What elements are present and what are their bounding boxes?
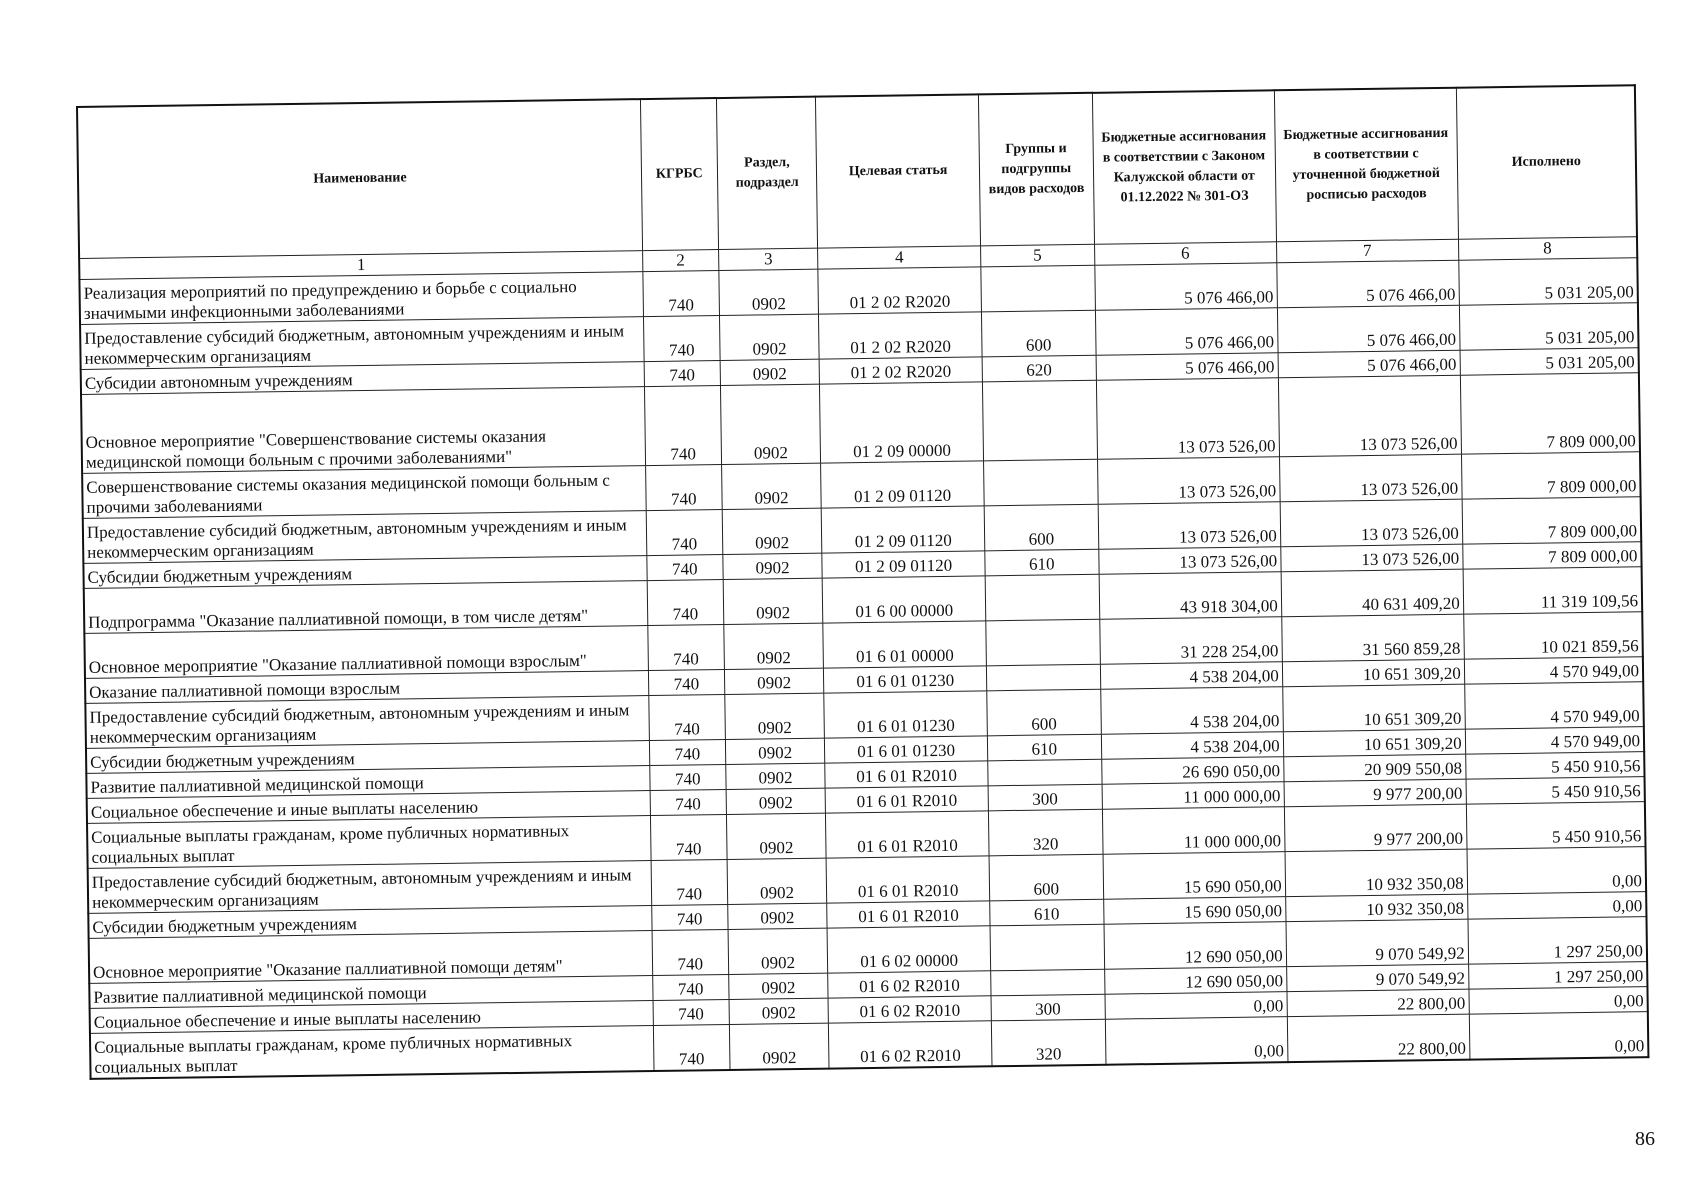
row-name: Предоставление субсидий бюджетным, автономным учреждениям и иным некоммерческим организациям: [88, 861, 652, 914]
row-revised-allocation: 31 560 859,28: [1281, 614, 1464, 662]
row-expense-group: 320: [991, 1019, 1105, 1066]
row-section: 0902: [719, 314, 819, 360]
column-header-law-allocations: Бюджетные ассигнования в соответствии с Законом Калужской области от 01.12.2022 № 301-ОЗ: [1092, 90, 1276, 244]
row-revised-allocation: 9 070 549,92: [1286, 919, 1469, 967]
row-target-article: 01 2 02 R2020: [818, 267, 981, 314]
row-kgrbs: 740: [650, 789, 726, 815]
column-header-kgrbs: КГРБС: [640, 98, 718, 251]
row-expense-group: 610: [987, 734, 1101, 761]
row-section: 0902: [724, 623, 824, 669]
row-executed: 5 031 205,00: [1460, 348, 1639, 375]
row-kgrbs: 740: [644, 386, 721, 466]
row-section: 0902: [720, 384, 821, 464]
row-name: Субсидии бюджетным учреждениям: [88, 906, 652, 939]
row-section: 0902: [727, 858, 827, 904]
row-revised-allocation: 9 977 200,00: [1284, 804, 1467, 852]
row-expense-group: [988, 759, 1102, 786]
column-header-executed: Исполнено: [1456, 85, 1637, 239]
row-revised-allocation: 22 800,00: [1287, 1014, 1470, 1062]
row-kgrbs: 740: [651, 859, 727, 905]
row-kgrbs: 740: [648, 670, 724, 696]
row-name: Предоставление субсидий бюджетным, автономным учреждениям и иным некоммерческим организациям: [83, 511, 647, 564]
row-revised-allocation: 10 932 350,08: [1285, 894, 1467, 922]
row-law-allocation: 0,00: [1105, 992, 1287, 1020]
row-law-allocation: 43 918 304,00: [1099, 572, 1282, 620]
row-name: Социальные выплаты гражданам, кроме публичных нормативных социальных выплат: [90, 1026, 654, 1079]
column-header-expense-groups: Группы и подгруппы видов расходов: [978, 93, 1094, 246]
column-header-section: Раздел, подраздел: [716, 97, 818, 250]
row-section: 0902: [725, 763, 825, 789]
row-target-article: 01 2 02 R2020: [819, 312, 982, 359]
row-kgrbs: 740: [652, 929, 728, 975]
row-revised-allocation: 13 073 526,00: [1280, 499, 1463, 547]
row-target-article: 01 6 01 R2010: [826, 811, 989, 858]
row-law-allocation: 11 000 000,00: [1102, 807, 1285, 855]
row-kgrbs: 740: [643, 271, 719, 317]
row-executed: 0,00: [1467, 847, 1646, 894]
column-number: 7: [1276, 239, 1458, 263]
row-section: 0902: [720, 359, 820, 385]
row-name: Субсидии бюджетным учреждениям: [83, 556, 647, 589]
row-name: Совершенствование системы оказания медицинской помощи больным с прочими заболеваниями: [82, 466, 646, 519]
row-executed: 7 809 000,00: [1462, 497, 1641, 544]
row-executed: 5 450 910,56: [1466, 802, 1645, 849]
row-law-allocation: 4 538 204,00: [1101, 732, 1283, 760]
row-expense-group: 300: [991, 994, 1105, 1021]
row-expense-group: [986, 664, 1100, 691]
column-header-name: Наименование: [77, 99, 642, 258]
row-law-allocation: 13 073 526,00: [1098, 502, 1281, 550]
row-expense-group: 320: [988, 809, 1102, 856]
row-revised-allocation: 10 651 309,20: [1282, 659, 1464, 687]
row-law-allocation: 5 076 466,00: [1094, 263, 1277, 311]
column-header-target-article: Целевая статья: [816, 94, 981, 248]
row-law-allocation: 13 073 526,00: [1097, 457, 1280, 505]
row-executed: 0,00: [1469, 1012, 1648, 1060]
row-target-article: 01 6 02 00000: [827, 926, 990, 973]
row-target-article: 01 6 02 R2010: [828, 971, 991, 998]
row-executed: 10 021 859,56: [1463, 612, 1642, 659]
row-expense-group: [983, 459, 1097, 506]
row-name: Социальные выплаты гражданам, кроме публичных нормативных социальных выплат: [87, 816, 651, 869]
row-section: 0902: [723, 553, 823, 579]
row-executed: 0,00: [1467, 892, 1646, 919]
row-kgrbs: 740: [645, 465, 721, 511]
row-executed: 0,00: [1469, 987, 1648, 1014]
row-law-allocation: 4 538 204,00: [1100, 687, 1283, 735]
row-kgrbs: 740: [653, 1024, 729, 1071]
row-kgrbs: 740: [653, 999, 729, 1025]
row-kgrbs: 740: [647, 555, 723, 581]
row-expense-group: 600: [981, 310, 1095, 357]
row-target-article: 01 2 09 01120: [822, 506, 985, 553]
row-target-article: 01 6 02 R2010: [829, 1021, 992, 1069]
row-kgrbs: 740: [650, 814, 726, 860]
row-target-article: 01 2 09 00000: [820, 382, 984, 463]
row-executed: 7 809 000,00: [1460, 373, 1640, 454]
row-expense-group: 610: [990, 899, 1104, 926]
row-target-article: 01 6 01 R2010: [826, 856, 989, 903]
row-name: Предоставление субсидий бюджетным, автономным учреждениям и иным некоммерческим организациям: [85, 696, 649, 749]
row-section: 0902: [728, 973, 828, 999]
row-law-allocation: 5 076 466,00: [1096, 353, 1278, 381]
row-kgrbs: 740: [646, 510, 722, 556]
row-target-article: 01 6 01 01230: [824, 691, 987, 738]
row-revised-allocation: 5 076 466,00: [1276, 260, 1459, 308]
column-number: 2: [642, 250, 718, 272]
row-expense-group: [986, 619, 1100, 666]
row-revised-allocation: 9 070 549,92: [1286, 964, 1468, 992]
row-executed: 1 297 250,00: [1468, 962, 1647, 989]
row-executed: 5 450 910,56: [1466, 777, 1645, 804]
row-kgrbs: 740: [652, 904, 728, 930]
row-target-article: 01 2 09 01120: [821, 461, 984, 508]
page-number: 86: [1635, 1128, 1655, 1150]
column-number: 1: [79, 251, 643, 280]
row-expense-group: [982, 380, 1097, 461]
row-law-allocation: 12 690 050,00: [1104, 922, 1287, 970]
row-target-article: 01 6 02 R2010: [828, 996, 991, 1023]
row-name: Развитие паллиативной медицинской помощи: [89, 976, 653, 1009]
row-executed: 5 031 205,00: [1458, 258, 1637, 305]
row-kgrbs: 740: [649, 695, 725, 741]
column-number: 3: [718, 248, 818, 270]
row-revised-allocation: 13 073 526,00: [1278, 375, 1461, 457]
row-law-allocation: 26 690 050,00: [1101, 757, 1283, 785]
row-revised-allocation: 9 977 200,00: [1284, 779, 1466, 807]
column-number: 8: [1458, 237, 1637, 260]
row-section: 0902: [726, 813, 826, 859]
row-name: Подпрограмма "Оказание паллиативной помощи, в том числе детям": [84, 581, 648, 634]
row-target-article: 01 6 01 R2010: [827, 901, 990, 928]
row-law-allocation: 12 690 050,00: [1104, 967, 1286, 995]
row-law-allocation: 15 690 050,00: [1103, 852, 1286, 900]
row-section: 0902: [719, 269, 819, 315]
row-kgrbs: 740: [644, 361, 720, 387]
row-expense-group: 620: [982, 355, 1096, 382]
row-name: Субсидии автономным учреждениям: [81, 362, 645, 395]
row-revised-allocation: 13 073 526,00: [1279, 454, 1462, 502]
row-section: 0902: [724, 668, 824, 694]
row-name: Социальное обеспечение и иные выплаты населению: [87, 791, 651, 824]
row-section: 0902: [729, 998, 829, 1024]
row-target-article: 01 6 01 01230: [825, 736, 988, 763]
row-section: 0902: [728, 928, 828, 974]
row-revised-allocation: 10 651 309,20: [1283, 729, 1465, 757]
row-expense-group: [981, 265, 1095, 312]
row-section: 0902: [722, 508, 822, 554]
row-executed: 5 031 205,00: [1459, 303, 1638, 350]
row-expense-group: [990, 924, 1104, 971]
row-law-allocation: 11 000 000,00: [1102, 782, 1284, 810]
column-number: 5: [980, 244, 1094, 267]
row-kgrbs: 740: [647, 580, 723, 626]
row-kgrbs: 740: [649, 739, 725, 765]
row-name: Оказание паллиативной помощи взрослым: [85, 671, 649, 704]
budget-sheet: [76, 84, 1649, 1080]
row-kgrbs: 740: [643, 316, 719, 362]
row-revised-allocation: 5 076 466,00: [1278, 350, 1460, 378]
row-target-article: 01 6 01 R2010: [825, 761, 988, 788]
row-name: Социальное обеспечение и иные выплаты населению: [90, 1001, 654, 1034]
row-name: Реализация мероприятий по предупреждению и борьбе с социально значимыми инфекционными заболеваниями: [79, 272, 643, 325]
row-law-allocation: 31 228 254,00: [1099, 617, 1282, 665]
row-executed: 1 297 250,00: [1468, 917, 1647, 964]
row-name: Основное мероприятие "Оказание паллиативной помощи взрослым": [84, 626, 648, 679]
row-target-article: 01 2 02 R2020: [819, 357, 982, 384]
row-law-allocation: 15 690 050,00: [1103, 897, 1285, 925]
row-executed: 5 450 910,56: [1465, 752, 1644, 779]
header-row: [77, 85, 1637, 258]
row-executed: 7 809 000,00: [1462, 542, 1641, 569]
row-law-allocation: 13 073 526,00: [1098, 547, 1280, 575]
row-section: 0902: [729, 1023, 829, 1070]
row-name: Основное мероприятие "Совершенствование системы оказания медицинской помощи больным с прочими заболеваниями": [81, 387, 645, 474]
row-executed: 7 809 000,00: [1461, 452, 1640, 499]
row-section: 0902: [723, 578, 823, 624]
row-section: 0902: [726, 788, 826, 814]
row-section: 0902: [725, 738, 825, 764]
column-number: 4: [818, 246, 981, 269]
row-expense-group: 610: [985, 549, 1099, 576]
budget-table: [76, 84, 1649, 1080]
row-kgrbs: 740: [650, 764, 726, 790]
row-expense-group: 600: [984, 504, 1098, 551]
row-law-allocation: 4 538 204,00: [1100, 662, 1282, 690]
row-name: Предоставление субсидий бюджетным, автономным учреждениям и иным некоммерческим организациям: [80, 317, 644, 370]
row-target-article: 01 6 01 R2010: [825, 786, 988, 813]
row-executed: 11 319 109,56: [1463, 567, 1642, 614]
row-section: 0902: [724, 693, 824, 739]
row-expense-group: 600: [987, 689, 1101, 736]
row-revised-allocation: 5 076 466,00: [1277, 305, 1460, 353]
row-revised-allocation: 10 932 350,08: [1285, 849, 1468, 897]
row-target-article: 01 6 01 00000: [823, 621, 986, 668]
row-law-allocation: 5 076 466,00: [1095, 308, 1278, 356]
row-executed: 4 570 949,00: [1464, 682, 1643, 729]
column-number: 6: [1094, 242, 1276, 266]
row-section: 0902: [721, 463, 821, 509]
row-name: Развитие паллиативной медицинской помощи: [86, 766, 650, 799]
row-target-article: 01 2 09 01120: [822, 551, 985, 578]
row-target-article: 01 6 00 00000: [823, 576, 986, 623]
row-revised-allocation: 40 631 409,20: [1281, 569, 1464, 617]
row-expense-group: [985, 574, 1099, 621]
row-executed: 4 570 949,00: [1464, 657, 1643, 684]
row-revised-allocation: 22 800,00: [1287, 989, 1469, 1017]
row-executed: 4 570 949,00: [1465, 727, 1644, 754]
row-target-article: 01 6 01 01230: [824, 666, 987, 693]
row-expense-group: [991, 969, 1105, 996]
column-header-revised-allocations: Бюджетные ассигнования в соответствии с уточненной бюджетной росписью расходов: [1274, 88, 1458, 242]
row-expense-group: 600: [989, 854, 1103, 901]
row-name: Основное мероприятие "Оказание паллиативной помощи детям": [89, 931, 653, 984]
row-revised-allocation: 13 073 526,00: [1280, 544, 1462, 572]
row-expense-group: 300: [988, 784, 1102, 811]
row-name: Субсидии бюджетным учреждениям: [86, 741, 650, 774]
row-law-allocation: 13 073 526,00: [1096, 378, 1279, 460]
row-revised-allocation: 20 909 550,08: [1283, 754, 1465, 782]
row-revised-allocation: 10 651 309,20: [1282, 684, 1465, 732]
row-kgrbs: 740: [648, 625, 724, 671]
row-kgrbs: 740: [653, 974, 729, 1000]
row-law-allocation: 0,00: [1105, 1017, 1288, 1065]
row-section: 0902: [727, 903, 827, 929]
